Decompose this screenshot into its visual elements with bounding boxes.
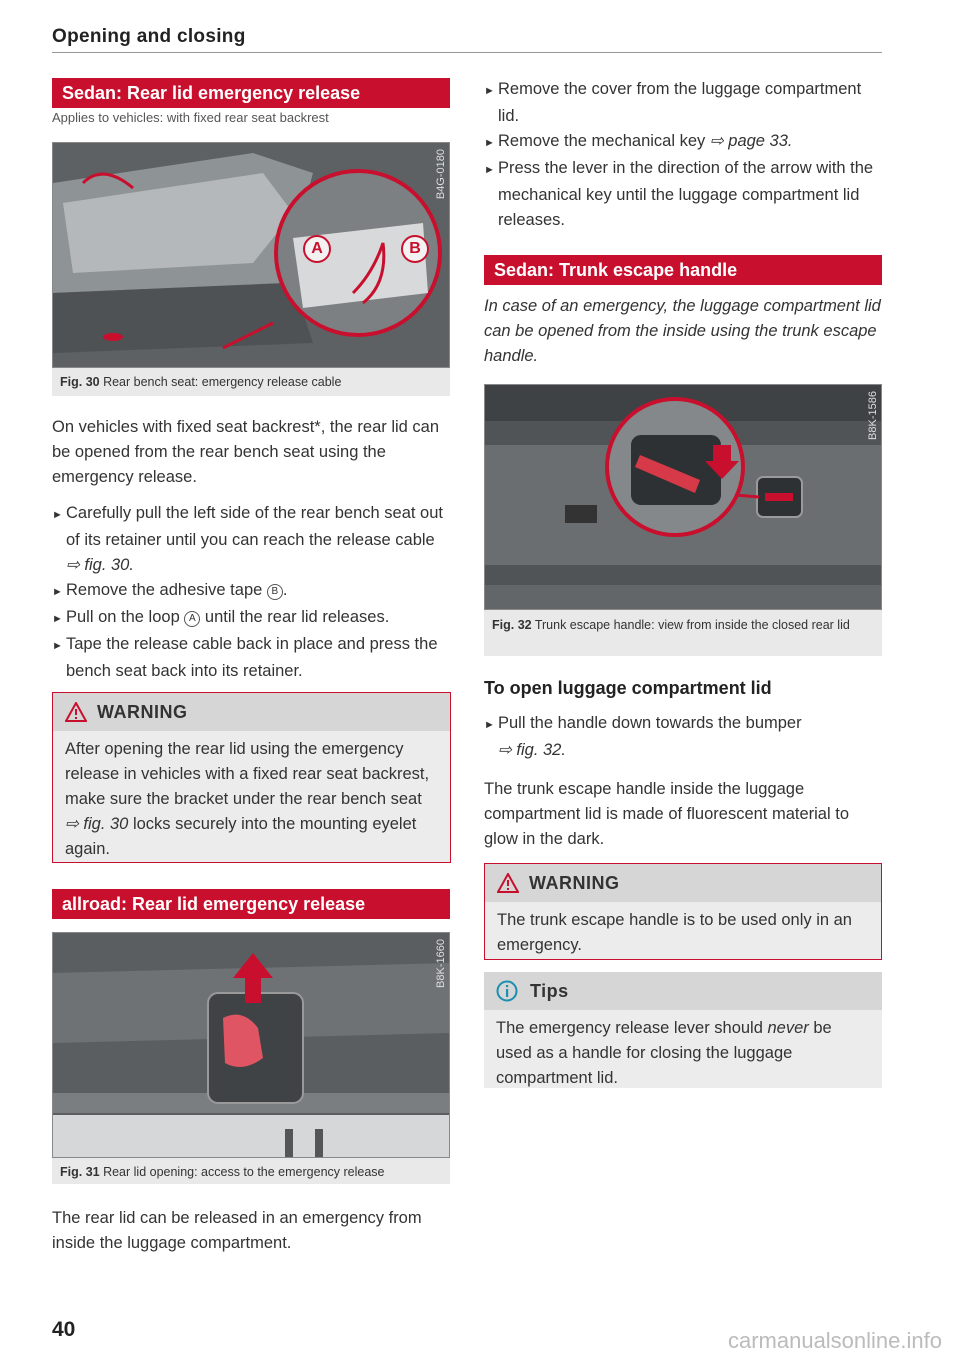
steps-list-trunk: [484, 711, 882, 763]
warning-header: [53, 693, 450, 731]
figure-32-caption-text: Trunk escape handle: view from inside the closed rear lid: [534, 618, 850, 632]
subhead-open-luggage: To open luggage compartment lid: [484, 678, 772, 698]
steps-list-sedan: [52, 501, 452, 684]
figure-31-image: [52, 932, 450, 1158]
rear-lid-opening-illustration: [53, 933, 450, 1158]
bullet-triangle-icon: ►: [484, 85, 495, 97]
link-fig-30[interactable]: ⇨ fig. 30: [65, 815, 129, 833]
warning-header: [485, 864, 881, 902]
link-page-33[interactable]: ⇨ page 33.: [709, 132, 793, 150]
rear-bench-seat-illustration: [53, 143, 450, 368]
section-title-sedan-rear-lid: Sedan: Rear lid emergency release: [52, 78, 450, 108]
figure-32-image: [484, 384, 882, 610]
bullet-triangle-icon: ►: [484, 137, 495, 149]
list-item: ► Pull the handle down towards the bumper ⇨ fig. 32.: [484, 714, 802, 759]
figure-30-label-a: A: [303, 235, 331, 263]
bullet-triangle-icon: ►: [52, 640, 63, 652]
list-item: ► Carefully pull the left side of the rear bench seat out of its retainer until you can reach the release cable ⇨ fig. 30.: [52, 504, 443, 574]
para-allroad: The rear lid can be released in an emergency from inside the luggage compartment.: [52, 1209, 422, 1252]
list-item: ► Tape the release cable back in place and press the bench seat back into its retainer.: [52, 635, 438, 680]
section-title-trunk-escape: Sedan: Trunk escape handle: [484, 255, 882, 285]
figure-32-code: B8K-1586: [867, 391, 879, 440]
figure-30-caption: [52, 368, 450, 396]
figure-32-caption: [484, 610, 882, 656]
figure-32-number: Fig. 32: [492, 618, 532, 632]
list-item: ► Pull on the loop A until the rear lid releases.: [52, 605, 452, 632]
bullet-triangle-icon: ►: [484, 164, 495, 176]
tips-header: [484, 972, 882, 1010]
bullet-triangle-icon: ►: [484, 719, 495, 731]
figure-30-label-b: B: [401, 235, 429, 263]
link-fig-30[interactable]: ⇨ fig. 30.: [66, 556, 134, 574]
section-title-allroad: allroad: Rear lid emergency release: [52, 889, 450, 919]
intro-trunk-escape: In case of an emergency, the luggage compartment lid can be opened from the inside using the trunk escape handle.: [484, 297, 881, 365]
figure-31-caption-text: Rear lid opening: access to the emergency release: [103, 1165, 385, 1179]
warning-body: The trunk escape handle is to be used only in an emergency.: [485, 902, 881, 959]
bullet-triangle-icon: ►: [52, 613, 63, 625]
figure-30-number: Fig. 30: [60, 375, 100, 389]
figure-30-code: B4G-0180: [435, 149, 447, 200]
warning-box-trunk: [484, 863, 882, 960]
tips-box: [484, 972, 882, 1088]
label-b-badge: B: [267, 584, 283, 600]
applies-note: Applies to vehicles: with fixed rear seat backrest: [52, 110, 329, 125]
tips-title: Tips: [530, 980, 569, 1001]
warning-box-rear-lid: [52, 692, 451, 863]
page-number: 40: [52, 1318, 76, 1341]
figure-30-image: [52, 142, 450, 368]
para-fluorescent: The trunk escape handle inside the luggage compartment lid is made of fluorescent material to glow in the dark.: [484, 780, 849, 848]
page-header: Opening and closing: [52, 26, 246, 47]
watermark: carmanualsonline.info: [727, 1328, 942, 1353]
warning-triangle-icon: [65, 702, 87, 722]
label-a-badge: A: [184, 611, 200, 627]
figure-30-caption-text: Rear bench seat: emergency release cable: [103, 375, 342, 389]
list-item: ► Remove the mechanical key ⇨ page 33.: [484, 129, 882, 156]
list-item: ► Press the lever in the direction of the arrow with the mechanical key until the luggage compartment lid releases.: [484, 159, 874, 229]
para-fixed-backrest: On vehicles with fixed seat backrest*, the rear lid can be opened from the rear bench seat using the emergency release.: [52, 418, 440, 486]
trunk-escape-handle-illustration: [485, 385, 882, 610]
figure-31-number: Fig. 31: [60, 1165, 100, 1179]
warning-triangle-icon: [497, 873, 519, 893]
figure-31-caption: [52, 1158, 450, 1184]
figure-31-code: B8K-1660: [435, 939, 447, 988]
header-rule: [52, 52, 882, 53]
bullet-triangle-icon: ►: [52, 586, 63, 598]
tips-body: The emergency release lever should never be used as a handle for closing the luggage compartment lid.: [484, 1010, 882, 1088]
steps-list-allroad: [484, 77, 882, 233]
list-item: ► Remove the adhesive tape B .: [52, 578, 452, 605]
info-icon: [496, 980, 518, 1002]
warning-body: After opening the rear lid using the emergency release in vehicles with a fixed rear seat backrest, make sure the bracket under the rear bench seat ⇨ fig. 30 locks securely into the mounting eyelet again.: [53, 731, 450, 862]
warning-title: WARNING: [97, 701, 188, 722]
warning-title: WARNING: [529, 872, 620, 893]
link-fig-32[interactable]: ⇨ fig. 32.: [498, 741, 566, 759]
bullet-triangle-icon: ►: [52, 509, 63, 521]
list-item: ► Remove the cover from the luggage compartment lid.: [484, 80, 862, 125]
